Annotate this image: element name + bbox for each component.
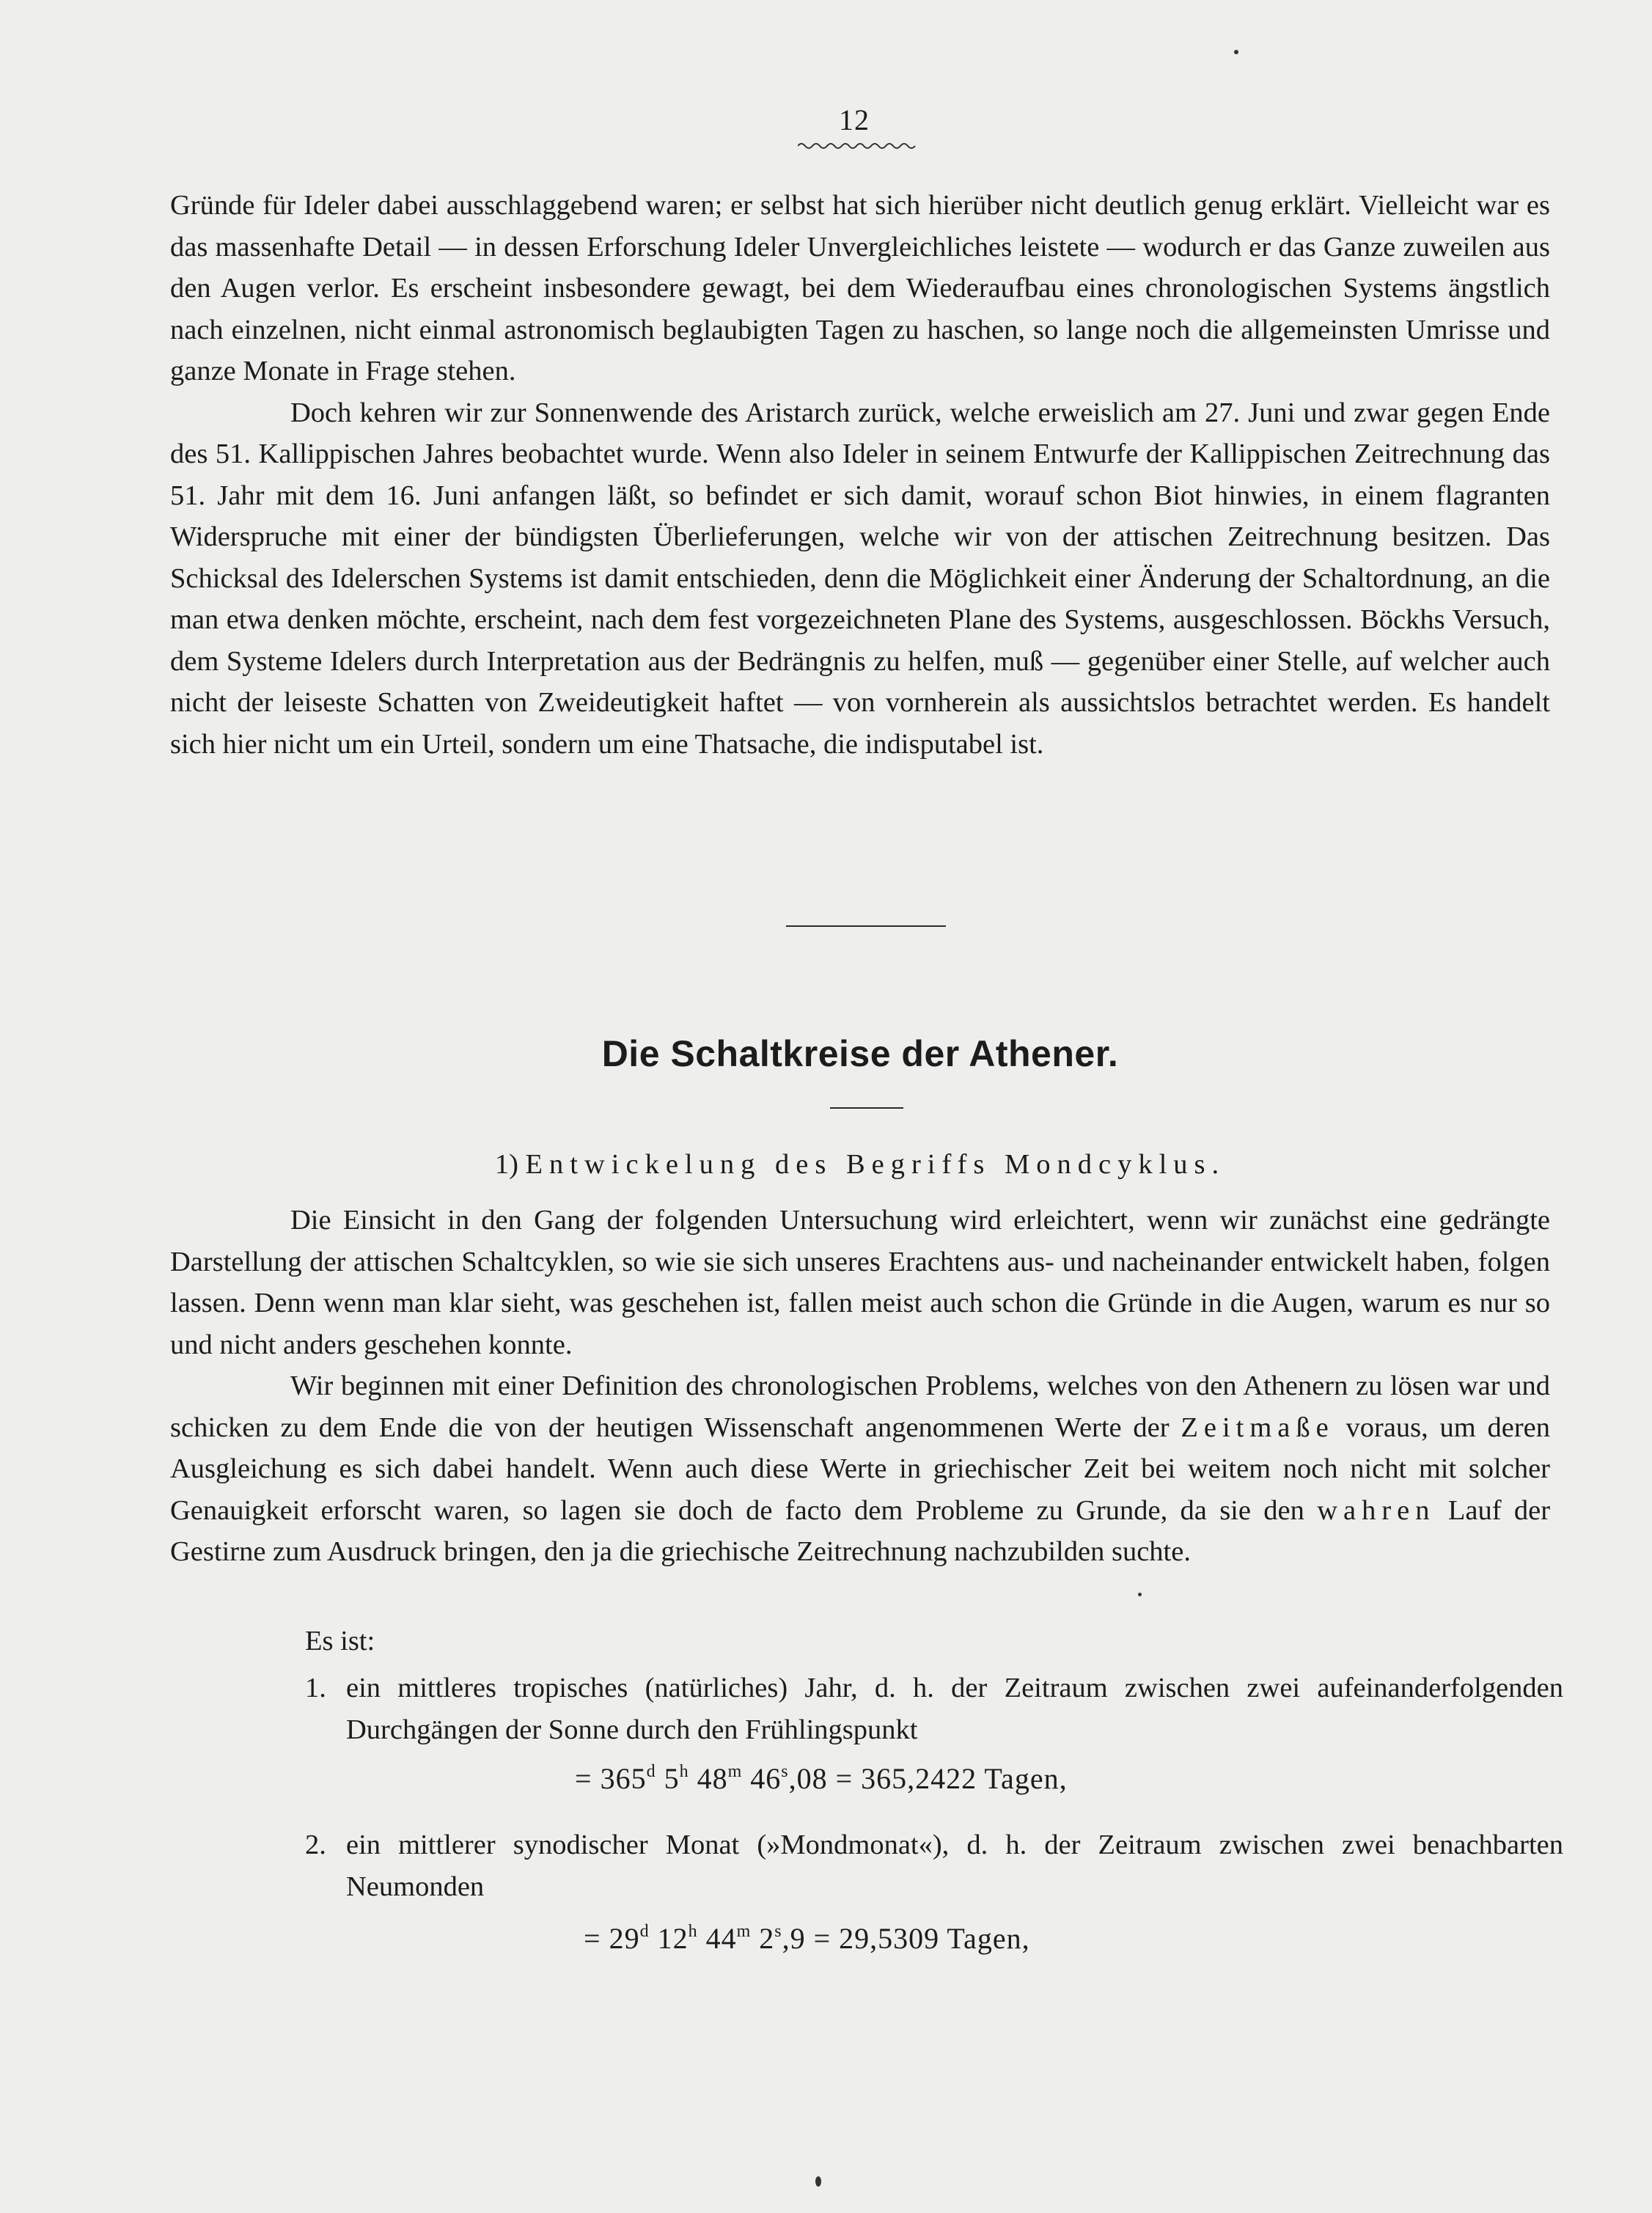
paragraph [170,1365,1550,1573]
list-item [305,1667,1563,1750]
page-number: 12 [839,103,870,136]
formula-minutes: 48 [697,1762,728,1795]
text-run: Wir beginnen mit einer Definition des chronologischen Problems, welches von den Athenern zu lösen war und schicken zu dem Ende die von der heutigen Wissenschaft angenommenen Werte der [170,1370,1550,1443]
formula-hours: 12 [657,1922,689,1955]
formula-unit: h [688,1922,698,1941]
section-title: Die Schaltkreise der Athener. [601,1033,1119,1074]
text-run: voraus, um deren Ausgleichung es sich dabei handelt. Wenn auch diese Werte in griechischer Zeit bei weitem noch nicht mit solcher Genauigkeit erforscht waren, so lagen sie doch de facto dem Probleme zu Grunde, da sie den [170,1412,1551,1526]
section-divider [786,925,946,927]
list-intro: Es ist: [305,1626,375,1656]
paragraph: Die Einsicht in den Gang der folgenden Untersuchung wird erleichtert, wenn wir zunächst eine gedrängte Darstellung der attischen Schaltcyklen, so wie sie sich unseres Erachtens aus- und nacheinander entwickelt haben, folgen lassen. Denn wenn man klar sieht, was geschehen ist, fallen meist auch schon die Gründe in die Augen, warum es nur so und nicht anders geschehen konnte. [170,1205,1550,1360]
formula-equals: = [813,1922,831,1955]
formula-unit: h [679,1762,689,1781]
title-underline [830,1107,903,1109]
formula-unit: d [639,1922,650,1941]
text-run: Lauf der Gestirne zum Ausdruck bringen, den ja die griechische Zeitrechnung nachzubilden suchte. [170,1494,1551,1567]
intro-text [170,185,1550,765]
subsection-text: Entwickelung des Begriffs Mondcyklus. [525,1149,1226,1180]
subsection-number: 1) [494,1149,518,1180]
formula-unit: s [781,1762,789,1781]
formula-total: 365,2422 Tagen, [861,1762,1068,1795]
paragraph: Gründe für Ideler dabei ausschlaggebend waren; er selbst hat sich hierüber nicht deutlich genug erklärt. Vielleicht war es das massenhafte Detail — in dessen Erforschung Ideler Unvergleichliches leistete — wodurch er das Ganze zuweilen aus den Augen verlor. Es erscheint insbesondere gewagt, bei dem Wiederaufbau eines chronologischen Systems ängstlich nach einzelnen, nicht einmal astronomisch beglaubigten Tagen zu haschen, so lange noch die allgemeinsten Umrisse und ganze Monate in Frage stehen. [170,190,1550,386]
formula-total: 29,5309 Tagen, [839,1922,1030,1955]
paragraph: Doch kehren wir zur Sonnenwende des Aristarch zurück, welche erweislich am 27. Juni und zwar gegen Ende des 51. Kallippischen Jahres beobachtet wurde. Wenn also Ideler in seinem Entwurfe der Kallippischen Zeitrechnung das 51. Jahr mit dem 16. Juni anfangen läßt, so befindet er sich damit, worauf schon Biot hinwies, in einem flagranten Widerspruche mit einer der bündigsten Überlieferungen, welche wir von der attischen Zeitrechnung besitzen. Das Schicksal des Idelerschen Systems ist damit entschieden, denn die Möglichkeit einer Änderung der Schaltordnung, an die man etwa denken möchte, erscheint, nach dem fest vorgezeichneten Plane des Systems, ausgeschlossen. Böckhs Versuch, dem Systeme Idelers durch Interpretation aus der Bedrängnis zu helfen, muß — gegenüber einer Stelle, auf welcher auch nicht der leiseste Schatten von Zweideutigkeit haftet — von vornherein als aussichtslos betrachtet werden. Es handelt sich hier nicht um ein Urteil, sondern um eine Thatsache, die indisputabel ist. [170,397,1550,760]
formula-equals: = [584,1922,601,1955]
formula-minutes: 44 [705,1922,737,1955]
emphasis-text: wahren [1317,1494,1436,1526]
list-item [305,1824,1563,1907]
formula [575,1761,1068,1796]
list-item-number: 2. [305,1830,326,1860]
paper-speck [1234,50,1238,54]
formula-days: 365 [600,1762,647,1795]
paper-speck [1138,1593,1142,1596]
formula-equals: = [835,1762,853,1795]
list-item-number: 1. [305,1673,326,1703]
emphasis-text: Zeitmaße [1181,1412,1335,1443]
formula [584,1921,1030,1956]
page-number-ornament [798,141,917,151]
formula-fraction: ,08 [788,1762,828,1795]
section-text [170,1200,1550,1573]
paper-speck [815,2176,821,2187]
formula-days: 29 [609,1922,640,1955]
formula-hours: 5 [664,1762,680,1795]
formula-unit: m [736,1922,752,1941]
formula-unit: m [727,1762,743,1781]
list-item-text: ein mittleres tropisches (natürliches) Jahr, d. h. der Zeitraum zwischen zwei aufeinanderfolgenden Durchgängen der Sonne durch den Frühlingspunkt [346,1673,1563,1745]
formula-seconds: 2 [759,1922,775,1955]
formula-unit: s [774,1922,782,1941]
formula-fraction: ,9 [782,1922,806,1955]
formula-unit: d [646,1762,656,1781]
formula-seconds: 46 [750,1762,782,1795]
list-item-text: ein mittlerer synodischer Monat (»Mondmonat«), d. h. der Zeitraum zwischen zwei benachbarten Neumonden [346,1830,1563,1902]
subsection-title [170,1148,1550,1181]
formula-equals: = [575,1762,592,1795]
